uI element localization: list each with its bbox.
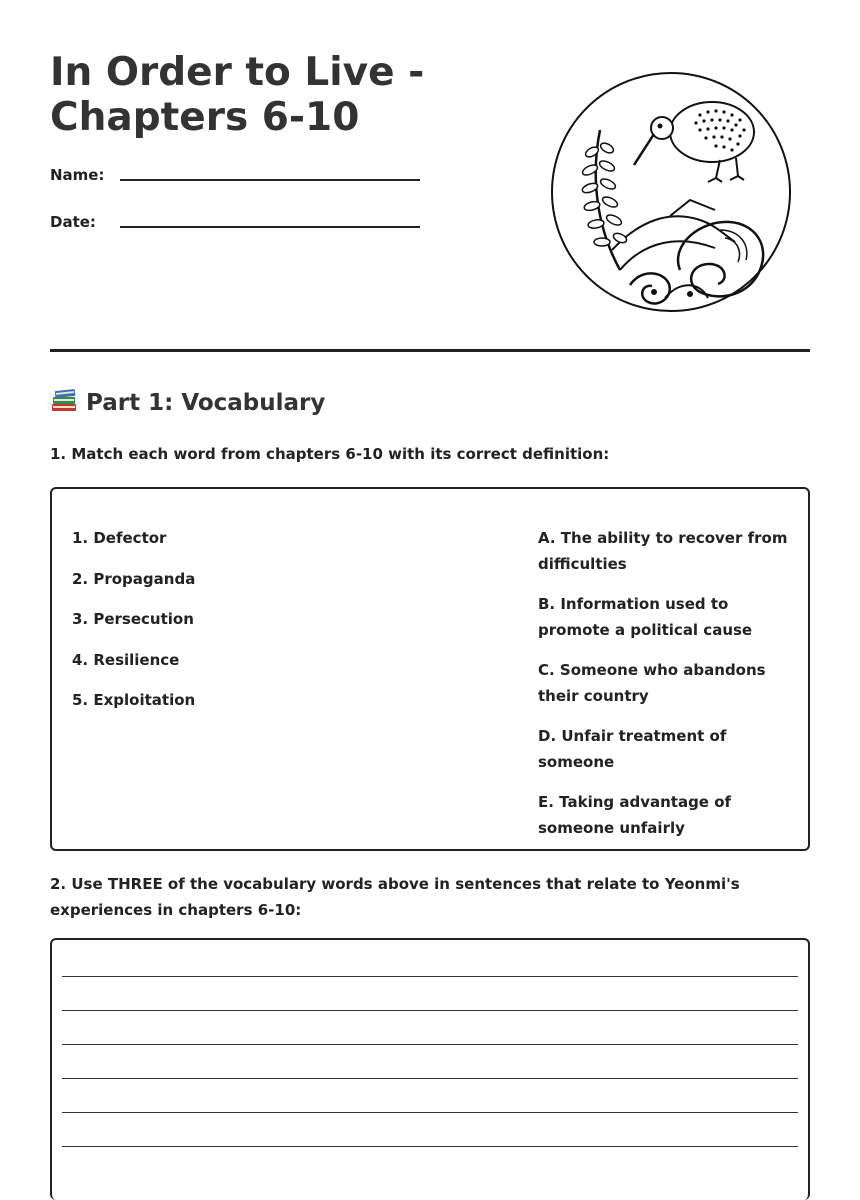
- definition-item: D. Unfair treatment of someone: [538, 727, 727, 771]
- section-heading-vocabulary: [50, 386, 325, 420]
- word-item: 1. Defector: [72, 529, 167, 547]
- word-item: 4. Resilience: [72, 650, 180, 669]
- question-2: 2. Use THREE of the vocabulary words above in sentences that relate to Yeonmi's experiences in chapters 6-10:: [50, 875, 740, 919]
- kiwi-emblem-icon: [550, 70, 792, 314]
- word-list: [72, 525, 372, 728]
- section-divider: [50, 349, 810, 352]
- page-title: In Order to Live - Chapters 6-10: [50, 50, 425, 140]
- date-label: Date:: [50, 213, 96, 231]
- answer-line[interactable]: [62, 1078, 798, 1079]
- word-item: 2. Propaganda: [72, 569, 196, 588]
- answer-line[interactable]: [62, 1146, 798, 1147]
- date-field: [50, 212, 420, 242]
- definition-item: A. The ability to recover from difficulties: [538, 529, 788, 573]
- date-write-line[interactable]: [120, 226, 420, 228]
- definition-item: E. Taking advantage of someone unfairly: [538, 793, 732, 837]
- word-item: 3. Persecution: [72, 610, 194, 628]
- matching-box: [50, 487, 810, 851]
- question-1: 1. Match each word from chapters 6-10 with its correct definition:: [50, 445, 610, 463]
- answer-line[interactable]: [62, 1010, 798, 1011]
- answer-line[interactable]: [62, 976, 798, 977]
- answer-line[interactable]: [62, 1112, 798, 1113]
- name-write-line[interactable]: [120, 179, 420, 181]
- name-field: [50, 165, 420, 195]
- definition-item: C. Someone who abandons their country: [538, 661, 766, 705]
- name-label: Name:: [50, 166, 105, 184]
- definition-list: [538, 525, 790, 855]
- books-icon: [50, 386, 78, 414]
- word-item: 5. Exploitation: [72, 691, 196, 709]
- answer-line[interactable]: [62, 1044, 798, 1045]
- section-heading-text: Part 1: Vocabulary: [86, 390, 326, 416]
- definition-item: B. Information used to promote a political cause: [538, 595, 753, 639]
